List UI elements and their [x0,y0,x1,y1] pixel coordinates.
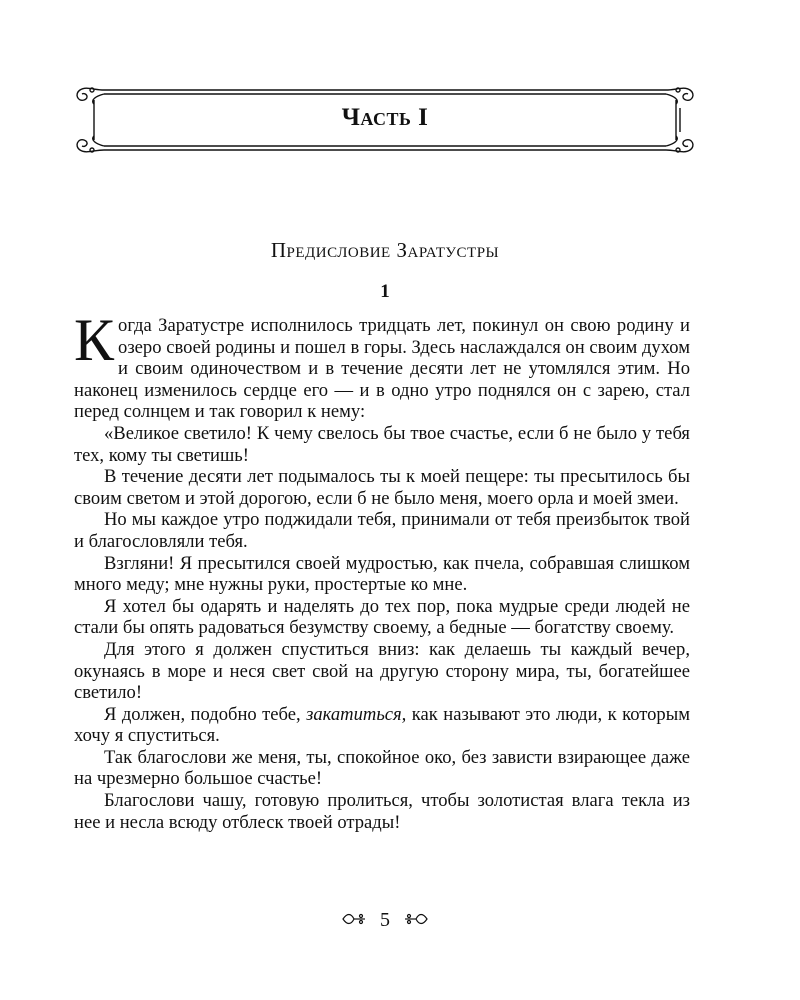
paragraph: Но мы каждое утро поджидали тебя, принимали от тебя преизбыток твой и благословляли тебя. [74,509,690,552]
paragraph [74,307,690,423]
paragraph: Взгляни! Я пресытился своей мудростью, как пчела, собравшая слишком много меду; мне нужны руки, простертые ко мне. [74,552,690,596]
page-footer [0,908,770,932]
paragraph-text: огда Заратустре исполнилось тридцать лет, покинул он свою родину и озеро своей родины и пошел в горы. Здесь наслаждался он своим духом и своим одиночеством и в течение десяти лет не утомлялся этим. Но наконец изменилось сердце его — и в одно утро поднялся он с зарею, стал перед солнцем и так говорил к нему: [74,315,690,423]
drop-cap: К [74,307,115,373]
part-header-frame [72,82,698,158]
section-title: Предисловие Заратустры [270,238,500,262]
part-title: Часть I [341,104,429,131]
floral-ornament-icon [341,909,367,932]
paragraph: Для этого я должен спуститься вниз: как делаешь ты каждый вечер, окунаясь в море и неся свет свой на другую сторону мира, ты, богатейшее светило! [74,638,690,704]
paragraph: Благослови чашу, готовую пролиться, чтобы золотистая влага текла из нее и несла всюду отблеск твоей отрады! [74,790,690,833]
italic-word: закатиться, [306,703,407,725]
page-number: 5 [380,908,390,931]
paragraph: В течение десяти лет подымалось ты к моей пещере: ты пресытилось бы своим светом и этой дорогою, если б не было меня, моего орла и моей змеи. [74,466,690,509]
body-text [74,307,690,833]
paragraph: Так благослови же меня, ты, спокойное око, без зависти взирающее даже на чрезмерно большое счастье! [74,746,690,790]
paragraph [74,704,690,747]
floral-ornament-icon [403,909,429,932]
paragraph: Я хотел бы одарять и наделять до тех пор, пока мудрые среди людей не стали бы опять радоваться безумству своему, а бедные — богатству своему. [74,595,690,639]
section-number: 1 [380,281,390,302]
paragraph-text: Я должен, подобно тебе, [104,703,307,725]
paragraph-text: как называют это люди, к которым хочу я спуститься. [74,703,690,747]
paragraph: «Великое светило! К чему свелось бы твое счастье, если б не было у тебя тех, кому ты светишь! [74,422,690,466]
